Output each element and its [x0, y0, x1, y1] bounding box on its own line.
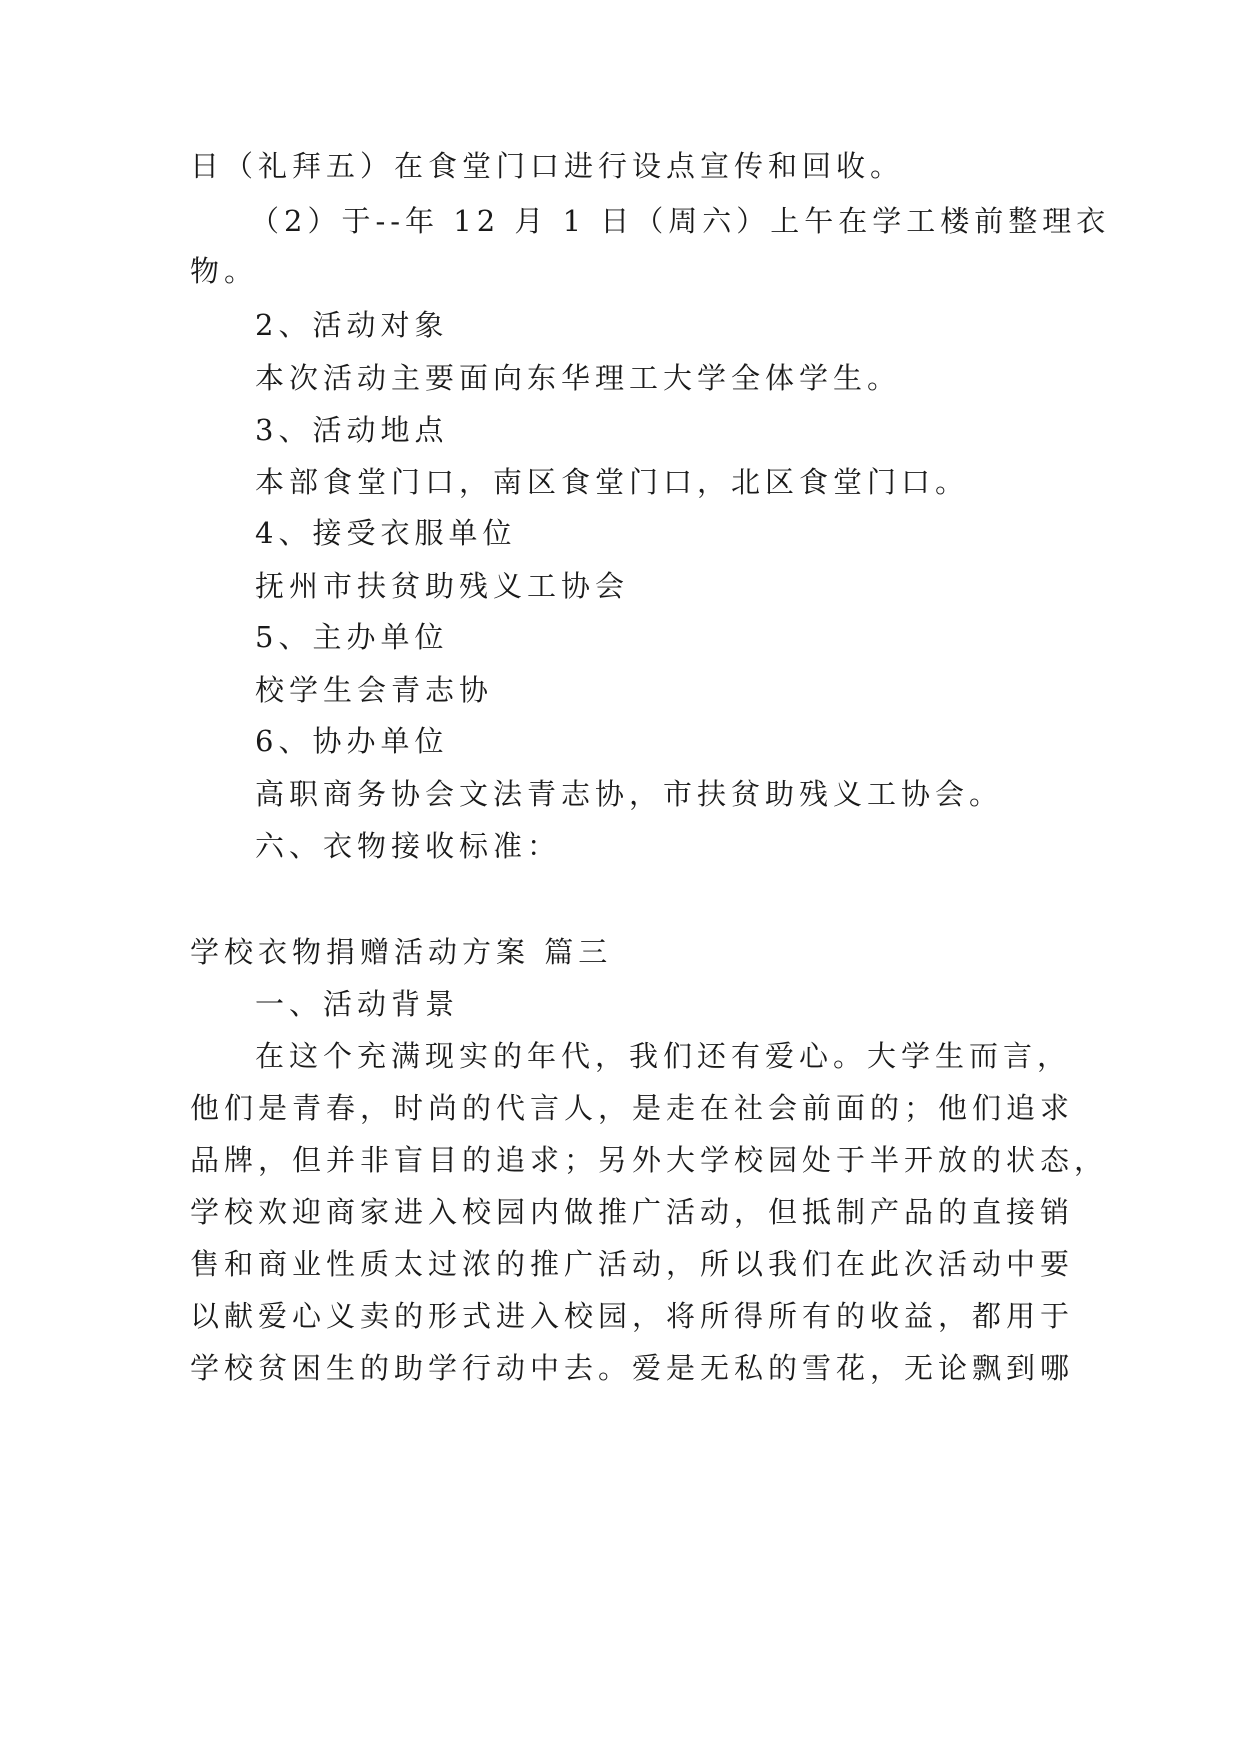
body-text-line: 日（礼拜五）在食堂门口进行设点宣传和回收。	[190, 149, 905, 183]
section-heading: 六、衣物接收标准：	[255, 829, 562, 863]
list-heading: 3、活动地点	[255, 413, 449, 447]
paragraph-line: 以献爱心义卖的形式进入校园，将所得所有的收益，都用于	[190, 1299, 1075, 1333]
body-text-line: 抚州市扶贫助残义工协会	[255, 569, 630, 603]
section-heading: 一、活动背景	[255, 987, 460, 1021]
body-text-line: （2）于--年 12 月 1 日（周六）上午在学工楼前整理衣	[250, 204, 1111, 238]
article-title: 学校衣物捐赠活动方案 篇三	[190, 935, 613, 969]
paragraph-line: 学校贫困生的助学行动中去。爱是无私的雪花，无论飘到哪	[190, 1351, 1075, 1385]
paragraph-line: 售和商业性质太过浓的推广活动，所以我们在此次活动中要	[190, 1247, 1075, 1281]
body-text-line: 本次活动主要面向东华理工大学全体学生。	[255, 361, 902, 395]
paragraph-line: 品牌，但并非盲目的追求；另外大学校园处于半开放的状态，	[190, 1143, 1109, 1177]
list-heading: 4、接受衣服单位	[255, 516, 517, 550]
list-heading: 2、活动对象	[255, 308, 449, 342]
body-text-line: 高职商务协会文法青志协，市扶贫助残义工协会。	[255, 777, 1004, 811]
body-text-line: 校学生会青志协	[255, 673, 494, 707]
body-text-line: 本部食堂门口，南区食堂门口，北区食堂门口。	[255, 465, 970, 499]
list-heading: 6、协办单位	[255, 724, 449, 758]
list-heading: 5、主办单位	[255, 620, 449, 654]
paragraph-line: 他们是青春，时尚的代言人，是走在社会前面的；他们追求	[190, 1091, 1075, 1125]
body-text-line: 物。	[190, 254, 259, 288]
paragraph-line: 学校欢迎商家进入校园内做推广活动，但抵制产品的直接销	[190, 1195, 1075, 1229]
paragraph-line: 在这个充满现实的年代，我们还有爱心。大学生而言，	[255, 1039, 1072, 1073]
